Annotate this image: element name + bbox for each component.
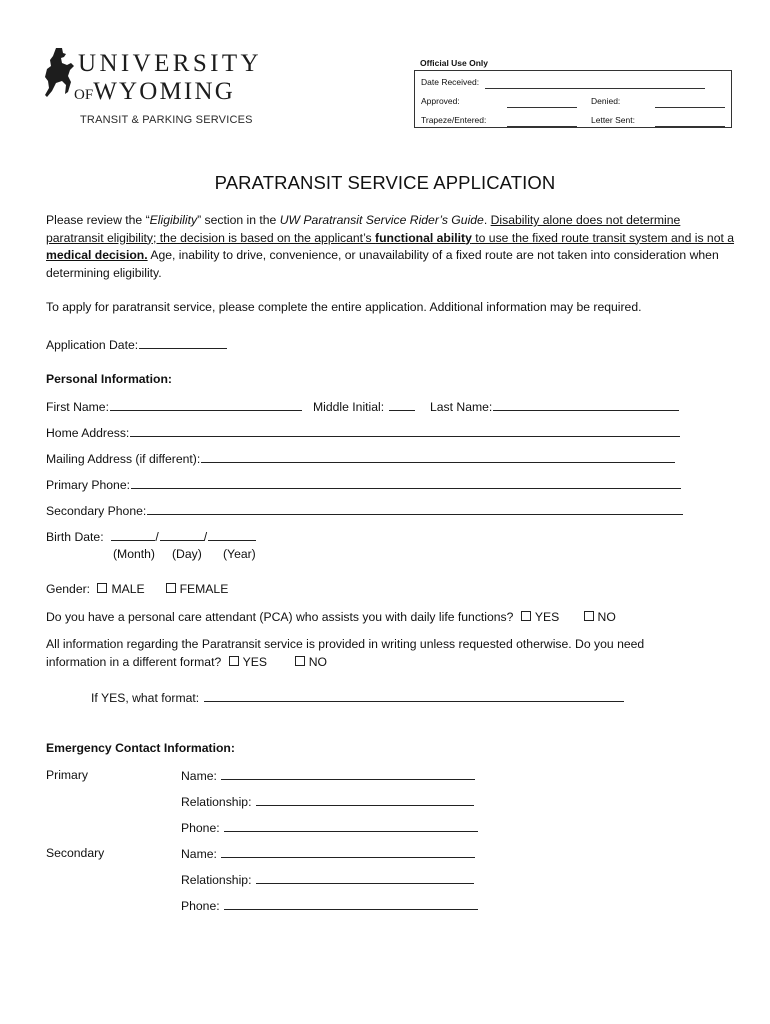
format-type-field[interactable] [204, 689, 624, 702]
approved-line[interactable] [507, 107, 577, 108]
intro-guide-title: UW Paratransit Service Rider’s Guide [279, 213, 484, 227]
primary-phone-field[interactable] [131, 476, 681, 489]
home-address-label: Home Address: [46, 426, 130, 440]
middle-initial-field[interactable] [389, 398, 415, 411]
intro-paragraph-2: To apply for paratransit service, please complete the entire application. Additional information may be required. [46, 300, 642, 314]
logo-university-text: UNIVERSITY [78, 50, 262, 77]
letter-sent-line[interactable] [655, 126, 725, 127]
logo-subtitle: TRANSIT & PARKING SERVICES [80, 114, 253, 126]
primary-name-field[interactable] [221, 767, 475, 780]
primary-relationship-field[interactable] [256, 793, 474, 806]
format-no-checkbox[interactable] [295, 656, 305, 666]
pca-yes-checkbox[interactable] [521, 611, 531, 621]
primary-phone-label: Primary Phone: [46, 478, 130, 492]
secondary-phone-contact-row [181, 897, 478, 916]
date-received-label: Date Received: [421, 77, 480, 87]
secondary-name-field[interactable] [221, 845, 475, 858]
primary-contact-phone-field[interactable] [224, 819, 478, 832]
pca-question: Do you have a personal care attendant (PCA) who assists you with daily life functions? [46, 610, 514, 624]
last-name-label: Last Name: [430, 400, 493, 414]
format-yes-checkbox[interactable] [229, 656, 239, 666]
male-label: MALE [111, 582, 145, 596]
intro-underlined-2: to use the fixed route transit system and is not a [471, 230, 735, 245]
primary-contact-phone-label: Phone: [181, 821, 220, 835]
birth-date-row: Birth Date: / / [46, 528, 256, 547]
format-no-label: NO [308, 655, 327, 669]
birth-date-label: Birth Date: [46, 530, 104, 544]
mailing-address-label: Mailing Address (if different): [46, 452, 201, 466]
format-question-line1: All information regarding the Paratransit service is provided in writing unless requested otherwise. Do you need [46, 637, 645, 651]
emergency-heading: Emergency Contact Information: [46, 741, 235, 755]
secondary-name-row [181, 845, 475, 864]
birth-day-caption: (Day) [172, 547, 202, 561]
format-type-row [91, 689, 624, 708]
trapeze-label: Trapeze/Entered: [421, 115, 487, 125]
primary-relationship-label: Relationship: [181, 795, 252, 809]
birth-day-field[interactable] [160, 528, 204, 541]
male-checkbox[interactable] [97, 583, 107, 593]
application-date-field[interactable] [139, 336, 227, 349]
intro-eligibility: Eligibility [149, 213, 198, 227]
birth-year-field[interactable] [208, 528, 256, 541]
application-date-label: Application Date: [46, 338, 139, 352]
official-use-box [414, 70, 732, 128]
logo-wyoming-word: WYOMING [93, 78, 235, 105]
last-name-field[interactable] [493, 398, 679, 411]
format-type-label: If YES, what format: [91, 691, 200, 705]
middle-initial-row [313, 398, 415, 417]
secondary-phone-row [46, 502, 683, 521]
trapeze-line[interactable] [507, 126, 577, 127]
primary-relationship-row [181, 793, 474, 812]
format-question-text: information in a different format? [46, 655, 222, 669]
home-address-field[interactable] [130, 424, 680, 437]
secondary-phone-label: Secondary Phone: [46, 504, 147, 518]
letter-sent-label: Letter Sent: [591, 115, 635, 125]
primary-phone-row [46, 476, 681, 495]
emergency-primary-label: Primary [46, 768, 88, 782]
secondary-phone-field[interactable] [147, 502, 683, 515]
personal-info-heading: Personal Information: [46, 372, 172, 386]
first-name-label: First Name: [46, 400, 109, 414]
format-yes-label: YES [242, 655, 268, 669]
secondary-relationship-label: Relationship: [181, 873, 252, 887]
secondary-contact-phone-label: Phone: [181, 899, 220, 913]
first-name-field[interactable] [110, 398, 302, 411]
official-use-title: Official Use Only [420, 58, 489, 68]
pca-no-checkbox[interactable] [584, 611, 594, 621]
bucking-horse-icon [42, 46, 78, 110]
female-label: FEMALE [179, 582, 229, 596]
intro-text-1: Please review the “ [46, 213, 150, 227]
university-logo [42, 42, 282, 132]
denied-label: Denied: [591, 96, 621, 106]
primary-name-row [181, 767, 475, 786]
middle-initial-label: Middle Initial: [313, 400, 385, 414]
gender-row [46, 581, 228, 599]
secondary-relationship-row [181, 871, 474, 890]
logo-of-text: OF [74, 87, 94, 103]
gender-label: Gender: [46, 582, 91, 596]
application-date-row [46, 336, 227, 355]
primary-phone-contact-row [181, 819, 478, 838]
secondary-name-label: Name: [181, 847, 217, 861]
intro-medical-decision: medical decision. [46, 248, 148, 262]
intro-text-4: Age, inability to drive, convenience, or unavailability of a fixed route are not taken into consideration when determining eligibility. [46, 248, 719, 280]
pca-question-row [46, 609, 616, 627]
birth-month-caption: (Month) [113, 547, 155, 561]
pca-yes-label: YES [534, 610, 560, 624]
pca-no-label: NO [597, 610, 616, 624]
birth-year-caption: (Year) [223, 547, 256, 561]
denied-line[interactable] [655, 107, 725, 108]
format-question-line2 [46, 654, 327, 672]
approved-label: Approved: [421, 96, 460, 106]
mailing-address-field[interactable] [201, 450, 675, 463]
intro-paragraph [46, 212, 736, 282]
intro-text-3: . [483, 213, 491, 227]
intro-text-2: ” section in the [197, 213, 280, 227]
female-checkbox[interactable] [166, 583, 176, 593]
page-title: PARATRANSIT SERVICE APPLICATION [214, 172, 556, 193]
intro-functional-ability: functional ability [375, 230, 472, 245]
date-received-line[interactable] [485, 88, 705, 89]
secondary-contact-phone-field[interactable] [224, 897, 478, 910]
logo-wyoming-text [74, 78, 235, 106]
home-address-row [46, 424, 680, 443]
secondary-relationship-field[interactable] [256, 871, 474, 884]
mailing-address-row [46, 450, 675, 469]
intro-underlined-1: Disability alone does not determine paratransit eligibility; the decision is based on the applicant’s [46, 213, 681, 245]
emergency-secondary-label: Secondary [46, 846, 105, 860]
last-name-row [430, 398, 679, 417]
birth-month-field[interactable] [111, 528, 155, 541]
first-name-row [46, 398, 302, 417]
primary-name-label: Name: [181, 769, 217, 783]
